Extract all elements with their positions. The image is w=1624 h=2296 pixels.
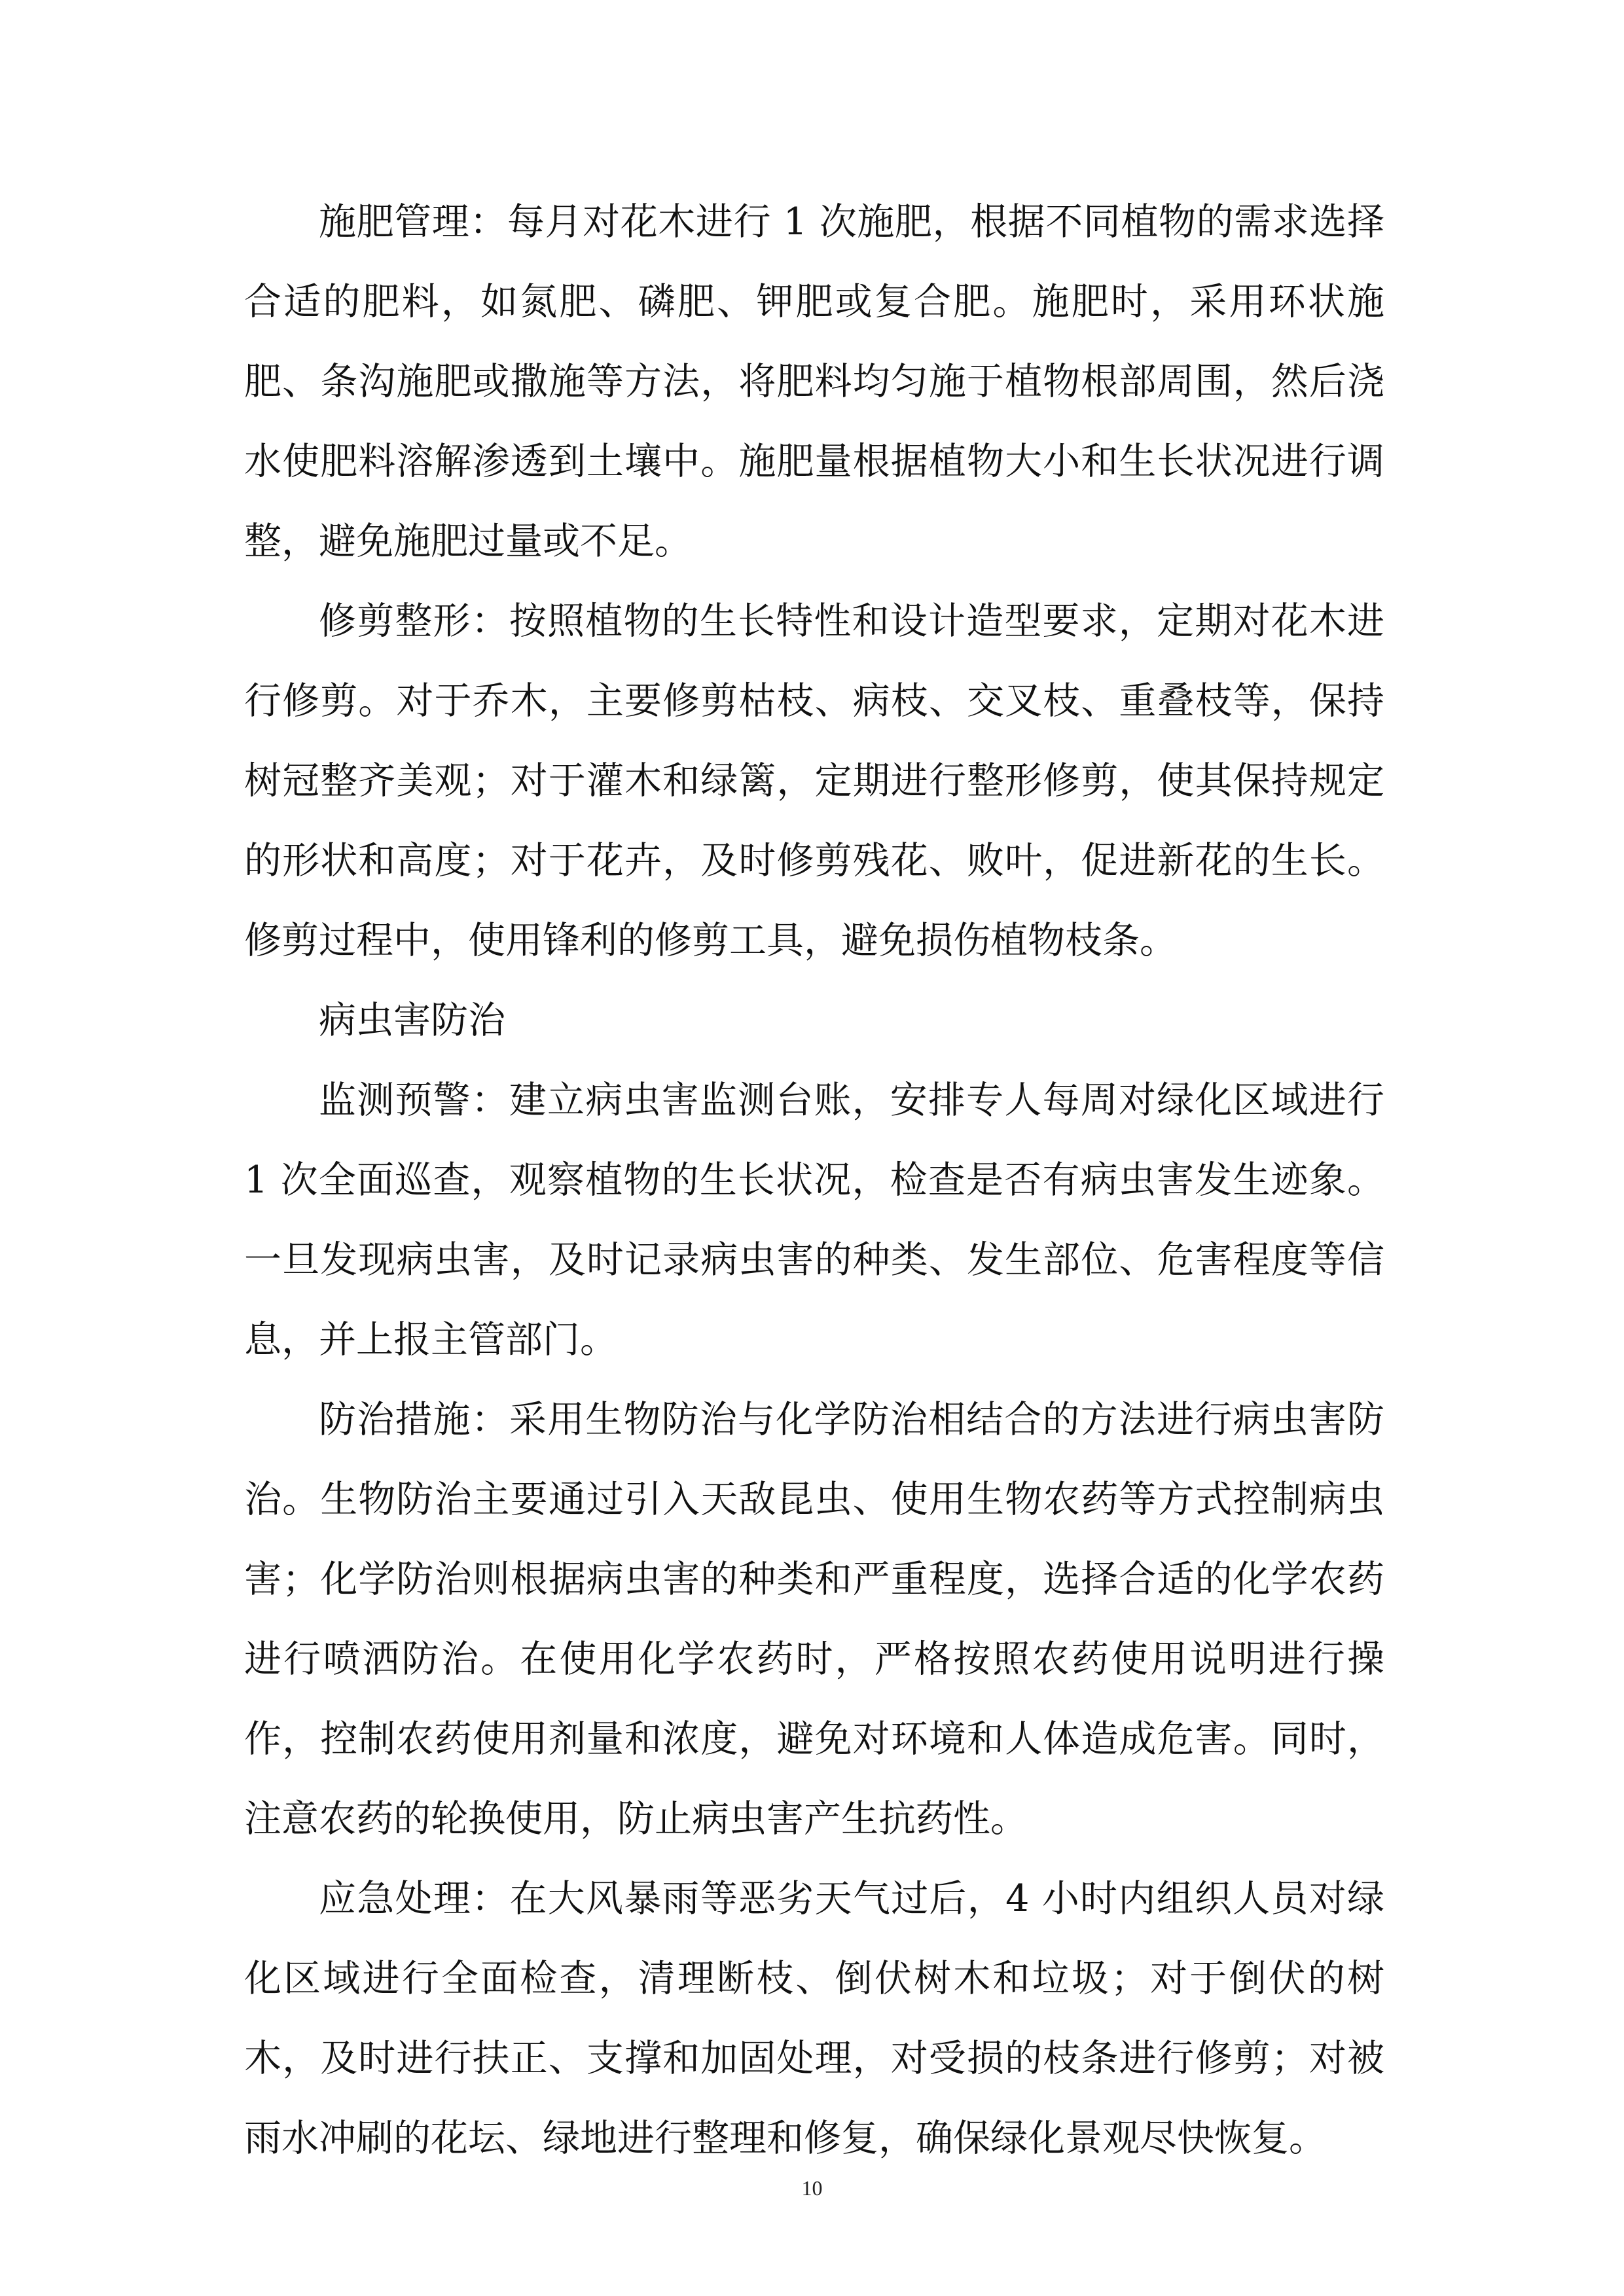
paragraph-pruning: 修剪整形：按照植物的生长特性和设计造型要求，定期对花木进行修剪。对于乔木，主要修剪枯枝、病枝、交叉枝、重叠枝等，保持树冠整齐美观；对于灌木和绿篱，定期进行整形修剪，使其保持规定的形状和高度；对于花卉，及时修剪残花、败叶，促进新花的生长。修剪过程中，使用锋利的修剪工具，避免损伤植物枝条。 — [244, 600, 1384, 962]
paragraph-fertilization: 施肥管理：每月对花木进行 1 次施肥，根据不同植物的需求选择合适的肥料，如氮肥、磷肥、钾肥或复合肥。施肥时，采用环状施肥、条沟施肥或撒施等方法，将肥料均匀施于植物根部周围，然后浇水使肥料溶解渗透到土壤中。施肥量根据植物大小和生长状况进行调整，避免施肥过量或不足。 — [244, 200, 1384, 563]
page-number: 10 — [801, 2176, 823, 2200]
section-heading-pest-control: 病虫害防治 — [319, 999, 505, 1042]
document-body — [244, 182, 1384, 2178]
paragraph-monitoring: 监测预警：建立病虫害监测台账，安排专人每周对绿化区域进行 1 次全面巡查，观察植物的生长状况，检查是否有病虫害发生迹象。一旦发现病虫害，及时记录病虫害的种类、发生部位、危害程度等信息，并上报主管部门。 — [244, 1079, 1384, 1361]
paragraph-control-measures: 防治措施：采用生物防治与化学防治相结合的方法进行病虫害防治。生物防治主要通过引入天敌昆虫、使用生物农药等方式控制病虫害；化学防治则根据病虫害的种类和严重程度，选择合适的化学农药进行喷洒防治。在使用化学农药时，严格按照农药使用说明进行操作，控制农药使用剂量和浓度，避免对环境和人体造成危害。同时，注意农药的轮换使用，防止病虫害产生抗药性。 — [244, 1398, 1384, 1840]
paragraph-emergency-handling: 应急处理：在大风暴雨等恶劣天气过后，4 小时内组织人员对绿化区域进行全面检查，清理断枝、倒伏树木和垃圾；对于倒伏的树木，及时进行扶正、支撑和加固处理，对受损的枝条进行修剪；对被雨水冲刷的花坛、绿地进行整理和修复，确保绿化景观尽快恢复。 — [244, 1877, 1384, 2160]
